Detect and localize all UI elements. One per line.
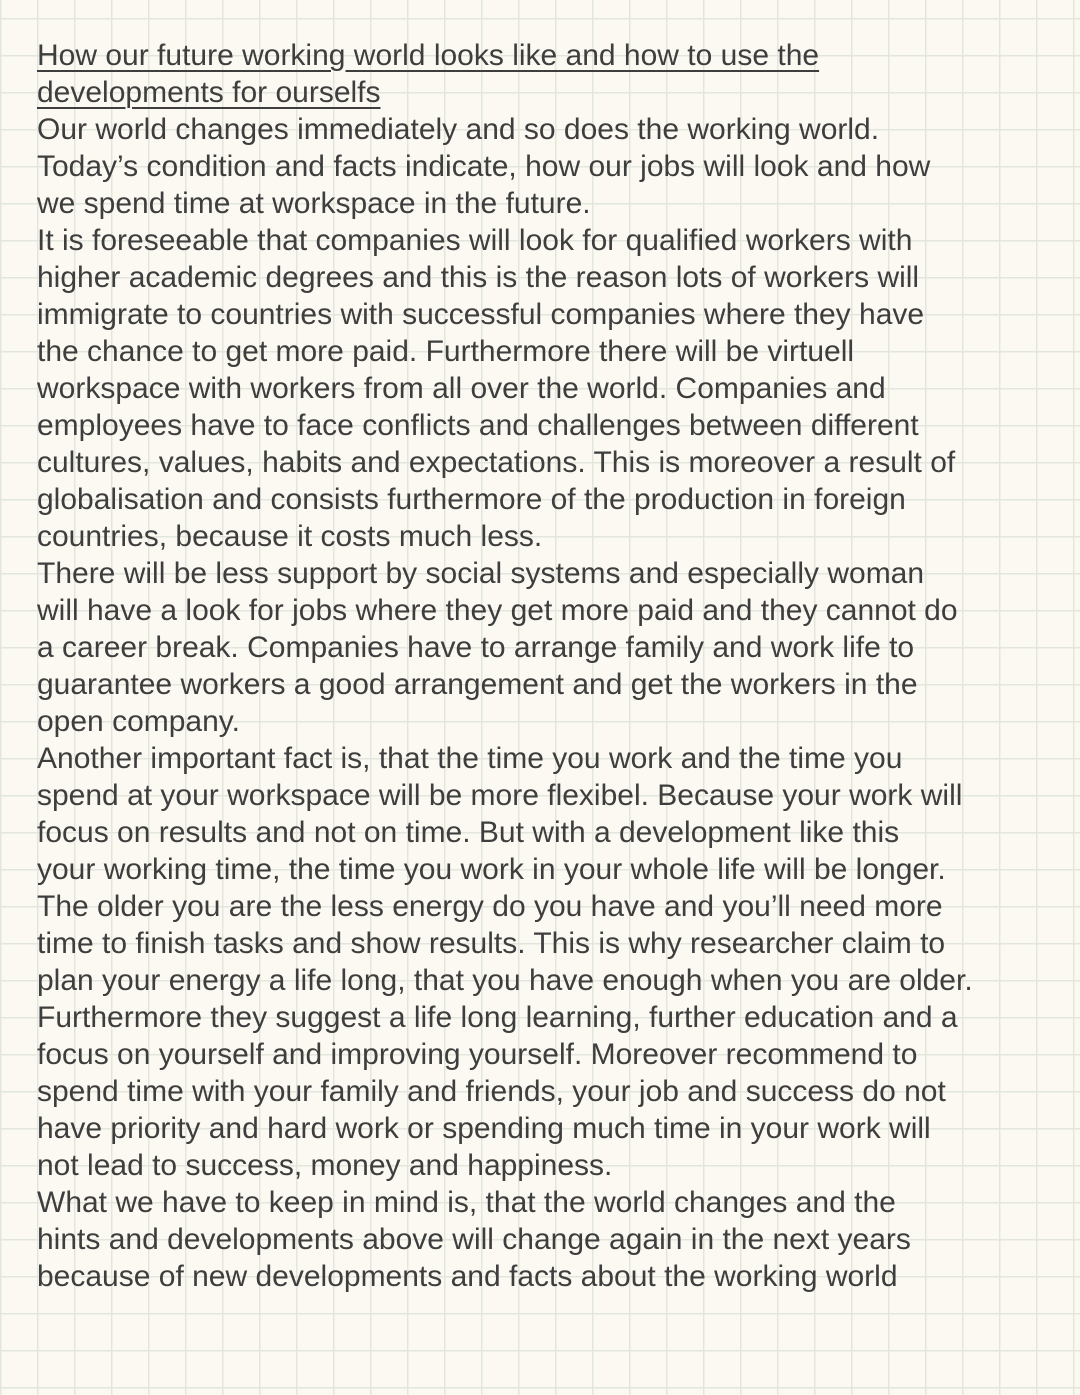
text-line: because of new developments and facts about the working world (37, 1260, 898, 1293)
text-line: Furthermore they suggest a life long learning, further education and a (37, 1001, 958, 1034)
text-line: focus on yourself and improving yourself. Moreover recommend to (37, 1038, 918, 1071)
text-line: spend time with your family and friends, your job and success do not (37, 1075, 946, 1108)
text-line: will have a look for jobs where they get more paid and they cannot do (37, 594, 958, 627)
text-line: cultures, values, habits and expectations. This is moreover a result of (37, 446, 956, 479)
text-line: workspace with workers from all over the world. Companies and (37, 372, 886, 405)
paragraph (37, 555, 1037, 740)
text-line: spend at your workspace will be more flexibel. Because your work will (37, 779, 963, 812)
text-line: It is foreseeable that companies will look for qualified workers with (37, 224, 913, 257)
text-line: countries, because it costs much less. (37, 520, 543, 553)
text-line: we spend time at workspace in the future. (37, 187, 591, 220)
text-line: employees have to face conflicts and challenges between different (37, 409, 919, 442)
text-line: have priority and hard work or spending much time in your work will (37, 1112, 931, 1145)
document-title (37, 37, 1037, 111)
text-line: time to finish tasks and show results. This is why researcher claim to (37, 927, 946, 960)
text-line: There will be less support by social systems and especially woman (37, 557, 925, 590)
text-line: hints and developments above will change again in the next years (37, 1223, 911, 1256)
text-line: open company. (37, 705, 240, 738)
paragraph (37, 1184, 1037, 1295)
text-line: a career break. Companies have to arrange family and work life to (37, 631, 915, 664)
title-line: How our future working world looks like and how to use the (37, 39, 820, 72)
text-line: Today’s condition and facts indicate, how our jobs will look and how (37, 150, 931, 183)
text-line: Our world changes immediately and so does the working world. (37, 113, 880, 146)
text-line: higher academic degrees and this is the reason lots of workers will (37, 261, 920, 294)
text-line: immigrate to countries with successful companies where they have (37, 298, 925, 331)
title-line: developments for ourselfs (37, 76, 381, 109)
text-line: the chance to get more paid. Furthermore there will be virtuell (37, 335, 855, 368)
text-line: not lead to success, money and happiness. (37, 1149, 613, 1182)
text-line: globalisation and consists furthermore of the production in foreign (37, 483, 906, 516)
document-text (37, 111, 1037, 1295)
text-line: Another important fact is, that the time you work and the time you (37, 742, 903, 775)
text-line: plan your energy a life long, that you have enough when you are older. (37, 964, 973, 997)
paragraph (37, 111, 1037, 222)
text-line: focus on results and not on time. But with a development like this (37, 816, 900, 849)
paragraph (37, 740, 1037, 1184)
text-line: guarantee workers a good arrangement and get the workers in the (37, 668, 918, 701)
document-body (37, 37, 1037, 1295)
paragraph (37, 222, 1037, 555)
text-line: your working time, the time you work in your whole life will be longer. (37, 853, 946, 886)
text-line: The older you are the less energy do you have and you’ll need more (37, 890, 943, 923)
text-line: What we have to keep in mind is, that the world changes and the (37, 1186, 896, 1219)
